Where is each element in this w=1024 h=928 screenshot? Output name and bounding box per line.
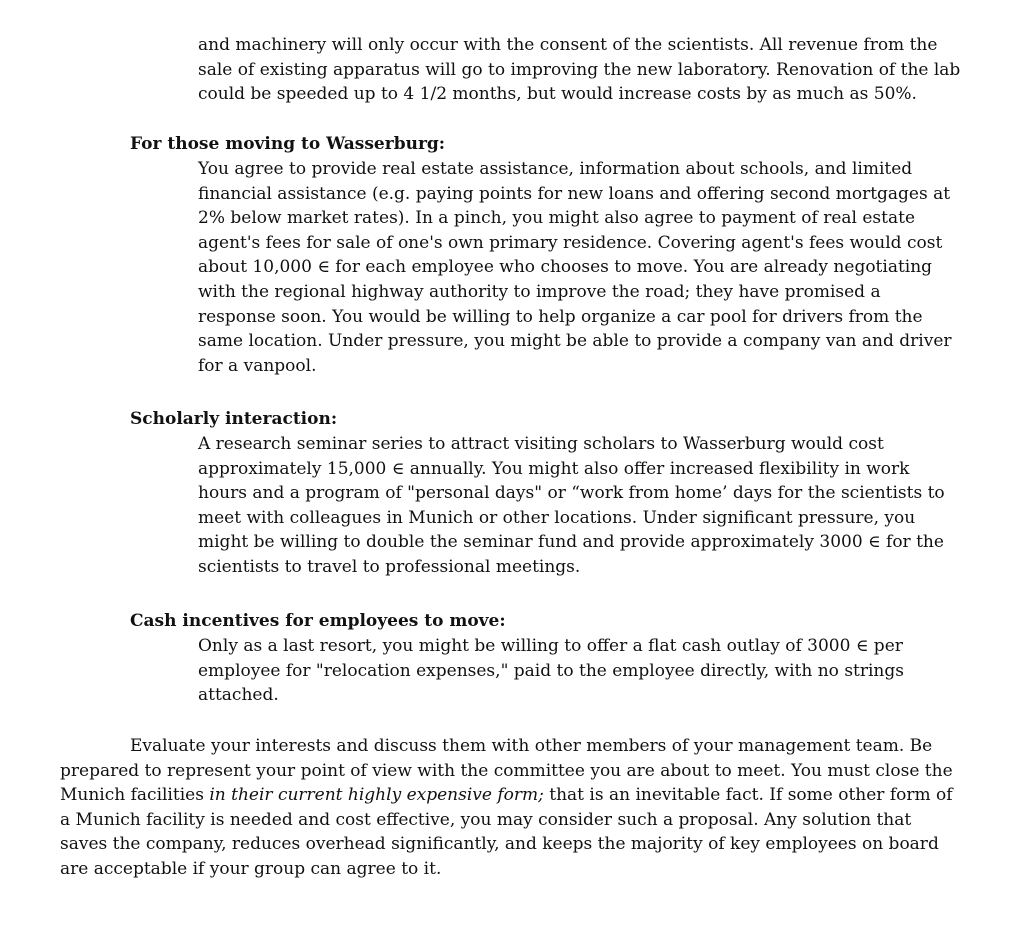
section-heading-scholarly: Scholarly interaction:	[130, 409, 338, 429]
closing-text-end: that is an inevitable fact. If some other form of a Munich facility is needed and cost effective, you may consider such a proposal. Any solution that saves the company, reduces overhead significantly, and keeps the majority of key employees on board are acceptable if your group can agree to it.	[60, 785, 953, 879]
section-body-scholarly: A research seminar series to attract visiting scholars to Wasserburg would cost approximately 15,000 ∈ annually. You might also offer increased flexibility in work hours and a program of "personal days" or “work from home’ days for the scientists to meet with colleagues in Munich or other locations. Under significant pressure, you might be willing to double the seminar fund and provide approximately 3000 ∈ for the scientists to travel to professional meetings.	[198, 434, 945, 577]
section-body-moving: You agree to provide real estate assistance, information about schools, and limited financial assistance (e.g. paying points for new loans and offering second mortgages at 2% below market rates). In a pinch, you might also agree to payment of real estate agent's fees for sale of one's own primary residence. Covering agent's fees would cost about 10,000 ∈ for each employee who chooses to move. You are already negotiating with the regional highway authority to improve the road; they have promised a response soon. You would be willing to help organize a car pool for drivers from the same location. Under pressure, you might be able to provide a company van and driver for a vanpool.	[198, 159, 952, 376]
closing-text-start: Evaluate your interests and discuss them with other members of your management team. Be prepared to represent your point of view with the committee you are about to meet. You must close the Munich facilities	[60, 736, 953, 806]
section-body-cash: Only as a last resort, you might be willing to offer a flat cash outlay of 3000 ∈ per employee for "relocation expenses," paid to the employee directly, with no strings attached.	[198, 636, 904, 706]
section-heading-cash: Cash incentives for employees to move:	[130, 611, 506, 631]
continuation-paragraph: and machinery will only occur with the consent of the scientists. All revenue from the sale of existing apparatus will go to improving the new laboratory. Renovation of the lab could be speeded up to 4 1/2 months, but would increase costs by as much as 50%.	[198, 35, 961, 105]
section-heading-moving: For those moving to Wasserburg:	[130, 134, 446, 154]
closing-paragraph	[60, 734, 960, 882]
closing-text-italic: in their current highly expensive form;	[209, 785, 544, 806]
